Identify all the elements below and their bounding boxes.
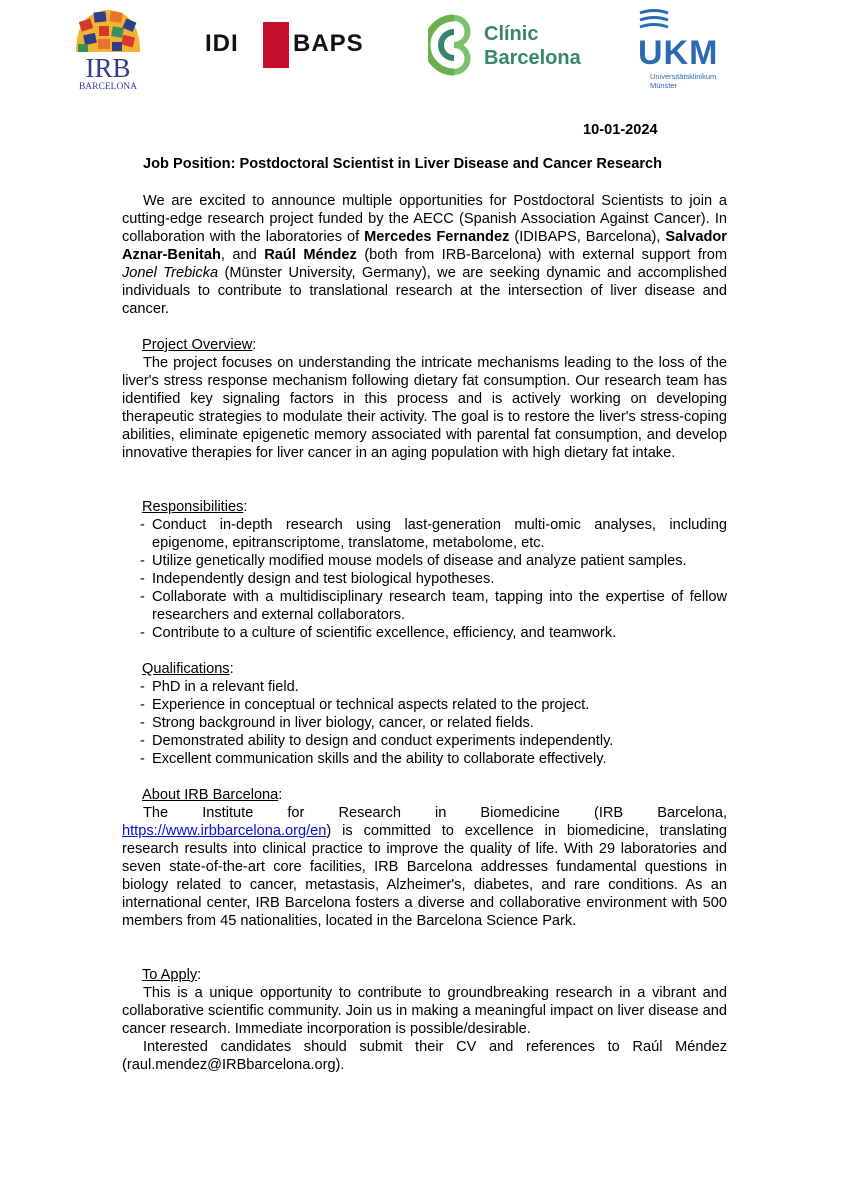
idibaps-logo [205, 30, 364, 58]
about-first-line: The Institute for Research in Biomedicine (IRB Barcelona, [143, 805, 727, 821]
intro-text-3: , and [220, 247, 265, 263]
clinic-barcelona-logo [428, 12, 598, 78]
list-item: - Strong background in liver biology, cancer, or related fields. [140, 715, 534, 731]
overview-heading: Project Overview: [142, 337, 257, 353]
irb-logo-word: IRB [85, 53, 131, 83]
qualifications-heading: Qualifications: [142, 661, 234, 677]
apply-paragraph-2: Interested candidates should submit their CV and references to Raúl Méndez (raul.mendez@IRBbarcelona.org). [122, 1039, 727, 1073]
overview-paragraph: The project focuses on understanding the intricate mechanisms leading to the loss of the liver's stress response mechanism following dietary fat consumption. Our research team has identified key signaling factors in this process and is actively working on developing therapeutic strategies to modulate their activity. The goal is to restore the liver's stress-coping abilities, eliminate epigenetic memory associated with parental fat consumption, and develop innovative therapies for liver cancer in an aging population with high dietary fat intake. [122, 355, 727, 461]
list-item: - Demonstrated ability to design and conduct experiments independently. [140, 733, 614, 749]
about-heading: About IRB Barcelona: [142, 787, 283, 803]
intro-text-1: We are excited to announce multiple opportunities for Postdoctoral Scientists to join a cutting-edge research project funded by the AECC (Spanish Association Against Cancer). In collaboration with the laboratories of [122, 193, 727, 245]
about-text: ) is committed to excellence in biomedicine, translating research results into clinical practice to improve the quality of life. With 29 laboratories and seven state-of-the-art core facilities, IRB Barcelona addresses fundamental questions in biology related to cancer, metastasis, Alzheimer's, diabetes, and rare conditions. As an international center, IRB Barcelona fosters a diverse and collaborative environment with 500 members from 45 nationalities, located in the Barcelona Science Park. [122, 823, 727, 929]
idibaps-red-bar [263, 22, 289, 68]
responsibilities-list [140, 516, 727, 642]
intro-text-5: (Münster University, Germany), we are seeking dynamic and accomplished individuals to contribute to translational research at the intersection of liver disease and cancer. [122, 265, 727, 317]
ukm-logo-word: UKM [638, 34, 719, 72]
apply-paragraph-1: This is a unique opportunity to contribute to groundbreaking research in a vibrant and collaborative scientific community. Join us in making a meaningful impact on liver disease and cancer research. Immediate incorporation is possible/desirable. [122, 985, 727, 1037]
list-item: - Experience in conceptual or technical aspects related to the project. [140, 697, 590, 713]
irb-mosaic-icon [72, 6, 144, 54]
about-paragraph [122, 804, 727, 930]
external-collaborator-name: Jonel Trebicka [122, 265, 219, 281]
responsibilities-heading: Responsibilities: [142, 499, 248, 515]
intro-text-2: (IDIBAPS, Barcelona), [509, 229, 666, 245]
ukm-logo [636, 8, 732, 92]
clinic-logo-line2: Barcelona [484, 47, 581, 69]
list-item: - Collaborate with a multidisciplinary research team, tapping into the expertise of fellow researchers and external collaborators. [140, 589, 727, 623]
list-item: - Excellent communication skills and the ability to collaborate effectively. [140, 751, 607, 767]
document-date: 10-01-2024 [583, 122, 658, 138]
clinic-logo-line1: Clínic [484, 23, 539, 45]
idibaps-logo-left: IDI [205, 30, 239, 57]
intro-text-4: (both from IRB-Barcelona) with external support from [356, 247, 728, 263]
list-item: - Utilize genetically modified mouse models of disease and analyze patient samples. [140, 553, 687, 569]
job-title: Job Position: Postdoctoral Scientist in Liver Disease and Cancer Research [143, 156, 663, 172]
ukm-logo-sub [650, 72, 716, 90]
irb-logo-sub: BARCELONA [78, 82, 138, 92]
idibaps-logo-right: BAPS [293, 30, 364, 57]
list-item: - Independently design and test biological hypotheses. [140, 571, 495, 587]
irb-website-link[interactable]: https://www.irbbarcelona.org/en [122, 823, 327, 839]
pi-name-2: Salvador Aznar-Benitah [122, 229, 727, 263]
apply-heading: To Apply: [142, 967, 202, 983]
pi-name-1: Mercedes Fernandez [364, 229, 510, 245]
list-item: - PhD in a relevant field. [140, 679, 299, 695]
intro-paragraph [122, 192, 727, 318]
ukm-waves-icon [638, 8, 678, 36]
list-item: - Conduct in-depth research using last-generation multi-omic analyses, including epigenome, epitranscriptome, translatome, metabolome, etc. [140, 517, 727, 551]
list-item: - Contribute to a culture of scientific excellence, efficiency, and teamwork. [140, 625, 617, 641]
irb-barcelona-logo [72, 6, 144, 94]
pi-name-3: Raúl Méndez [264, 247, 357, 263]
ukm-logo-sub2: Münster [650, 81, 678, 90]
ukm-logo-sub1: Universitätsklinikum [650, 72, 717, 81]
qualifications-list [140, 678, 727, 768]
clinic-symbol-icon [428, 12, 480, 78]
